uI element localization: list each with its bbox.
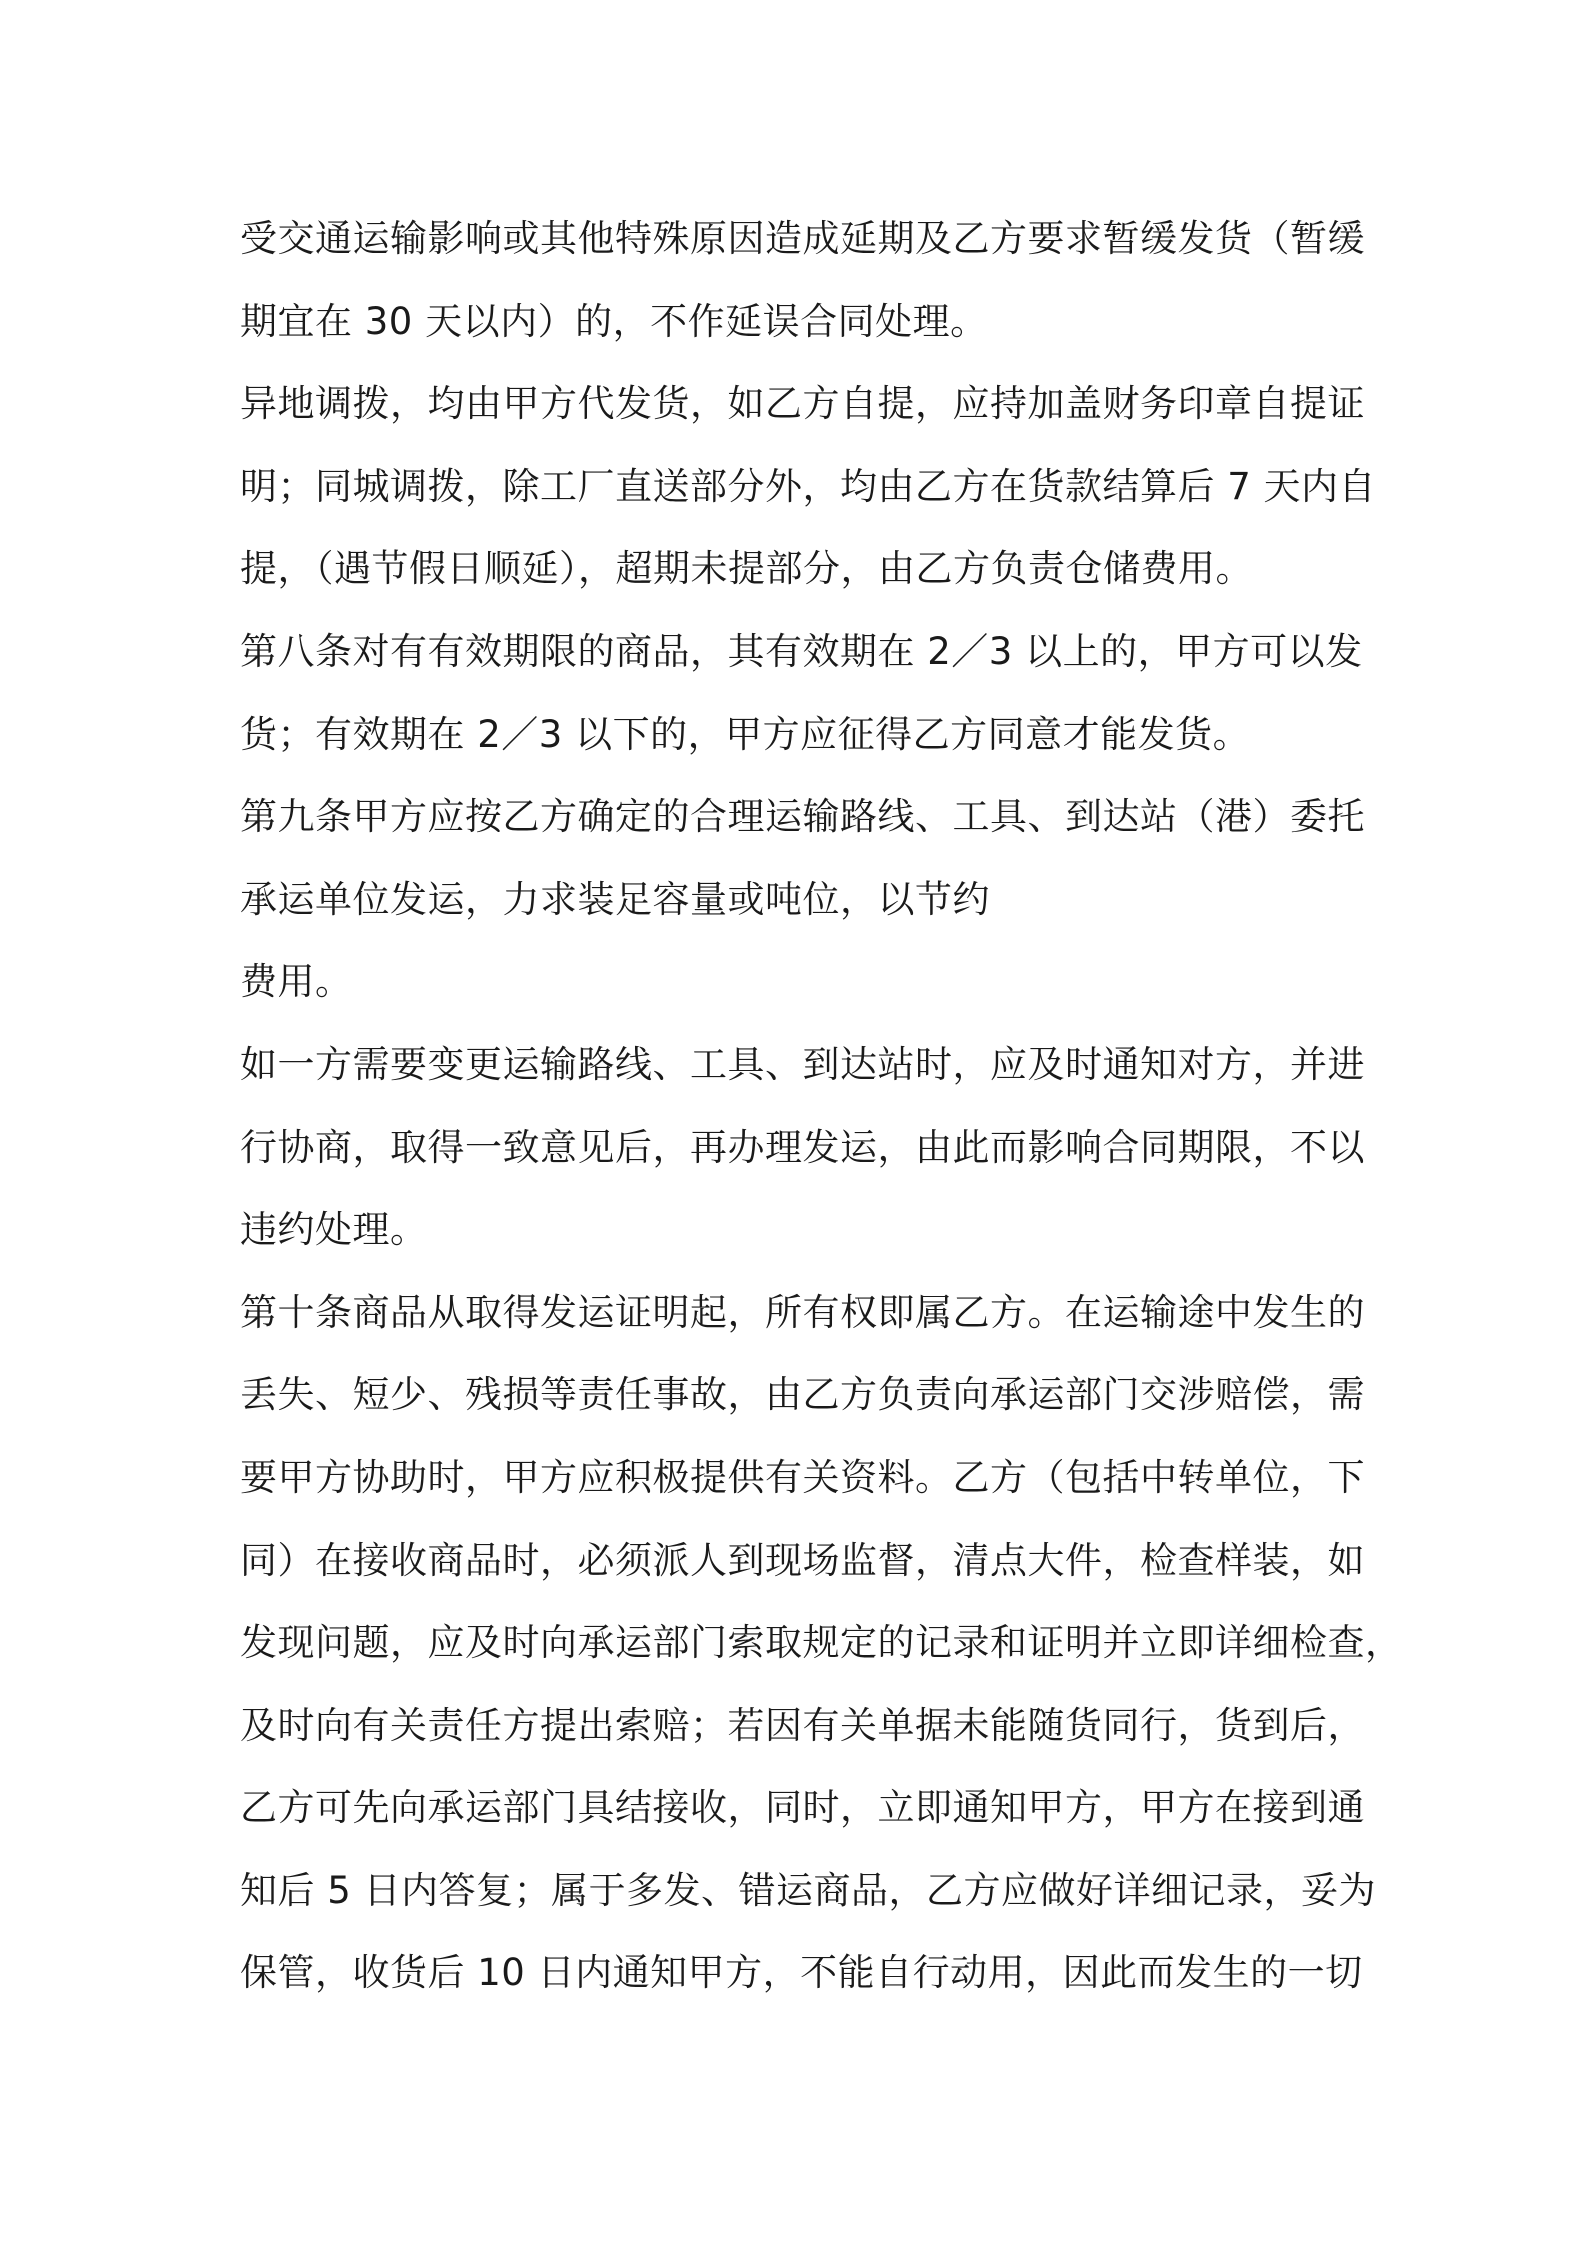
text-line: 丢失、短少、残损等责任事故，由乙方负责向承运部门交涉赔偿，需 — [240, 1373, 1365, 1417]
text-line: 异地调拨，均由甲方代发货，如乙方自提，应持加盖财务印章自提证 — [240, 382, 1365, 426]
text-line: 如一方需要变更运输路线、工具、到达站时，应及时通知对方，并进 — [240, 1042, 1365, 1086]
text-line: 明；同城调拨，除工厂直送部分外，均由乙方在货款结算后 7 天内自 — [240, 464, 1377, 508]
paragraph-article-9-continued — [240, 941, 1360, 1024]
text-line: 受交通运输影响或其他特殊原因造成延期及乙方要求暂缓发货（暂缓 — [240, 217, 1365, 260]
text-line: 保管，收货后 10 日内通知甲方，不能自行动用，因此而发生的一切 — [240, 1951, 1363, 1995]
text-line: 乙方可先向承运部门具结接收，同时，立即通知甲方，甲方在接到通 — [240, 1786, 1365, 1830]
text-line: 第九条甲方应按乙方确定的合理运输路线、工具、到达站（港）委托 — [240, 795, 1365, 839]
text-line: 同）在接收商品时，必须派人到现场监督，清点大件，检查样装，如 — [240, 1538, 1365, 1582]
text-line: 知后 5 日内答复；属于多发、错运商品，乙方应做好详细记录，妥为 — [240, 1868, 1377, 1912]
paragraph-article-8 — [240, 611, 1363, 776]
text-line: 费用。 — [240, 960, 353, 1004]
paragraph-article-9 — [240, 776, 1365, 941]
document-body — [240, 198, 1403, 2015]
text-line: 期宜在 30 天以内）的，不作延误合同处理。 — [240, 299, 988, 343]
paragraph-transfer-clause — [240, 363, 1377, 611]
text-line: 第八条对有有效期限的商品，其有效期在 2／3 以上的，甲方可以发 — [240, 629, 1363, 673]
text-line: 货；有效期在 2／3 以下的，甲方应征得乙方同意才能发货。 — [240, 712, 1251, 756]
text-line: 提，（遇节假日顺延），超期未提部分，由乙方负责仓储费用。 — [240, 547, 1253, 591]
text-line: 行协商，取得一致意见后，再办理发运，由此而影响合同期限，不以 — [240, 1125, 1365, 1169]
paragraph-article-10 — [240, 1272, 1403, 2015]
text-line: 要甲方协助时，甲方应积极提供有关资料。乙方（包括中转单位，下 — [240, 1455, 1365, 1499]
paragraph-route-change — [240, 1024, 1365, 1272]
text-line: 违约处理。 — [240, 1208, 428, 1252]
paragraph-delay-clause — [240, 198, 1365, 363]
text-line: 第十条商品从取得发运证明起，所有权即属乙方。在运输途中发生的 — [240, 1290, 1365, 1334]
text-line: 承运单位发运，力求装足容量或吨位，以节约 — [240, 877, 990, 921]
text-line: 发现问题，应及时向承运部门索取规定的记录和证明并立即详细检查， — [240, 1621, 1403, 1665]
text-line: 及时向有关责任方提出索赔；若因有关单据未能随货同行，货到后， — [240, 1703, 1365, 1747]
